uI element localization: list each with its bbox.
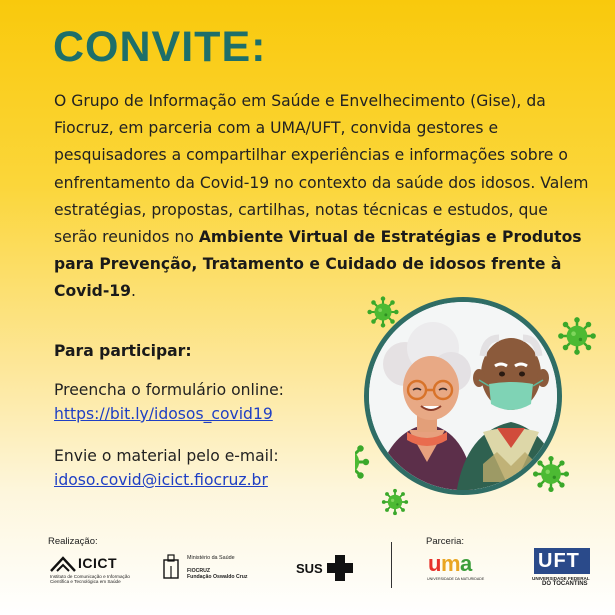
face-mask	[489, 382, 533, 410]
fiocruz-name: FIOCRUZ	[187, 568, 211, 574]
icict-line1: Instituto de Comunicação e Informação	[50, 574, 130, 579]
footer-divider	[391, 542, 392, 588]
email-label: Envie o material pelo e-mail:	[54, 447, 279, 465]
icict-logo	[46, 552, 146, 586]
sus-name: SUS	[296, 561, 323, 576]
fiocruz-logo	[160, 552, 278, 586]
uft-line2: DO TOCANTINS	[542, 581, 588, 587]
intro-bold-text: Ambiente Virtual de Estratégias e Produtos para Prevenção, Tratamento e Cuidado de idosos frente à Covid-19	[54, 228, 582, 301]
uft-logo	[528, 548, 600, 590]
form-label: Preencha o formulário online:	[54, 381, 284, 399]
icict-mark-icon	[50, 555, 76, 573]
form-block	[54, 378, 284, 426]
realizacao-label: Realização:	[48, 536, 98, 547]
uma-subtitle: UNIVERSIDADE DA MATURIDADE	[427, 577, 485, 581]
icict-name: ICICT	[78, 555, 118, 571]
email-block	[54, 444, 279, 492]
elderly-couple-illustration	[355, 292, 611, 524]
fiocruz-castle-icon	[162, 554, 180, 580]
sus-cross-icon	[326, 554, 354, 582]
uma-name: uma	[428, 551, 472, 576]
email-link[interactable]: idoso.covid@icict.fiocruz.br	[54, 471, 268, 489]
intro-paragraph	[54, 88, 594, 306]
fiocruz-ministry: Ministério da Saúde	[187, 555, 235, 561]
intro-text: O Grupo de Informação em Saúde e Envelhecimento (Gise), da Fiocruz, em parceria com a UMA/UFT, convida gestores e pesquisadores a compartilhar experiências e informações sobre o enfrentamento da Covid-19 no contexto da saúde dos idosos. Valem estratégias, propostas, cartilhas, notas técnicas e estudos, que serão reunidos no	[54, 92, 589, 247]
parceria-label: Parceria:	[426, 536, 465, 547]
sus-logo	[296, 554, 358, 584]
fiocruz-full: Fundação Oswaldo Cruz	[187, 574, 248, 580]
form-link[interactable]: https://bit.ly/idosos_covid19	[54, 405, 273, 423]
uft-line1: UNIVERSIDADE FEDERAL	[532, 576, 590, 581]
uft-name: UFT	[538, 550, 580, 572]
icict-line2: Científica e Tecnológica em Saúde	[50, 579, 121, 584]
intro-end: .	[131, 282, 136, 301]
participate-heading: Para participar:	[54, 342, 192, 360]
page-title: CONVITE:	[53, 23, 267, 71]
uma-logo	[424, 552, 494, 584]
